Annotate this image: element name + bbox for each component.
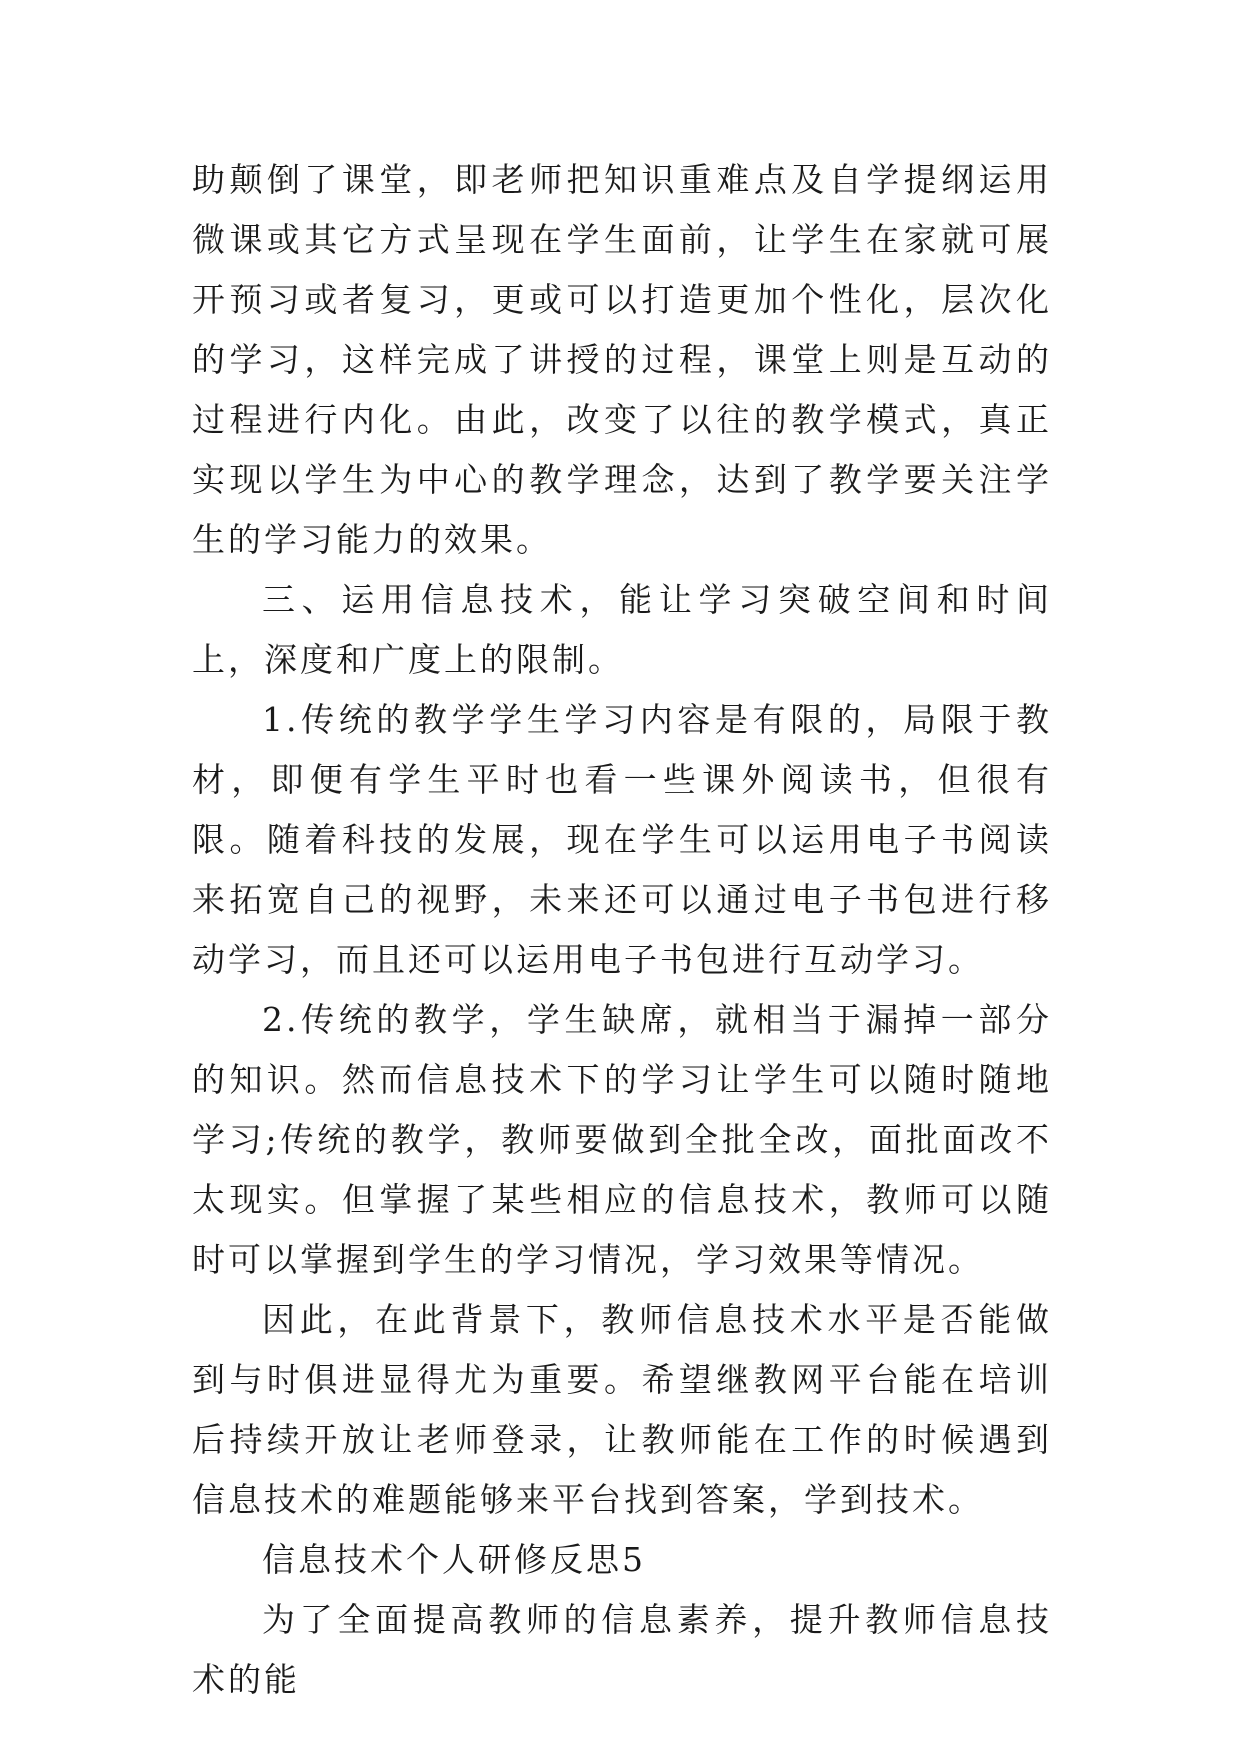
section-heading-three: 三、运用信息技术，能让学习突破空间和时间上，深度和广度上的限制。 — [192, 580, 1052, 679]
paragraph-point-2: 2.传统的教学，学生缺席，就相当于漏掉一部分的知识。然而信息技术下的学习让学生可以随时随地学习;传统的教学，教师要做到全批全改，面批面改不太现实。但掌握了某些相应的信息技术，教师可以随时可以掌握到学生的学习情况，学习效果等情况。 — [192, 1000, 1052, 1279]
article-title: 信息技术个人研修反思5 — [262, 1540, 646, 1579]
document-body — [192, 150, 1052, 1710]
paragraph-point-1: 1.传统的教学学生学习内容是有限的，局限于教材，即便有学生平时也看一些课外阅读书，但很有限。随着科技的发展，现在学生可以运用电子书阅读来拓宽自己的视野，未来还可以通过电子书包进行移动学习，而且还可以运用电子书包进行互动学习。 — [192, 700, 1052, 979]
paragraph-conclusion: 因此，在此背景下，教师信息技术水平是否能做到与时俱进显得尤为重要。希望继教网平台能在培训后持续开放让老师登录，让教师能在工作的时候遇到信息技术的难题能够来平台找到答案，学到技术。 — [192, 1300, 1052, 1519]
paragraph: 助颠倒了课堂，即老师把知识重难点及自学提纲运用微课或其它方式呈现在学生面前，让学生在家就可展开预习或者复习，更或可以打造更加个性化，层次化的学习，这样完成了讲授的过程，课堂上则是互动的过程进行内化。由此，改变了以往的教学模式，真正实现以学生为中心的教学理念，达到了教学要关注学生的学习能力的效果。 — [192, 160, 1052, 559]
paragraph: 为了全面提高教师的信息素养，提升教师信息技术的能 — [192, 1600, 1052, 1699]
